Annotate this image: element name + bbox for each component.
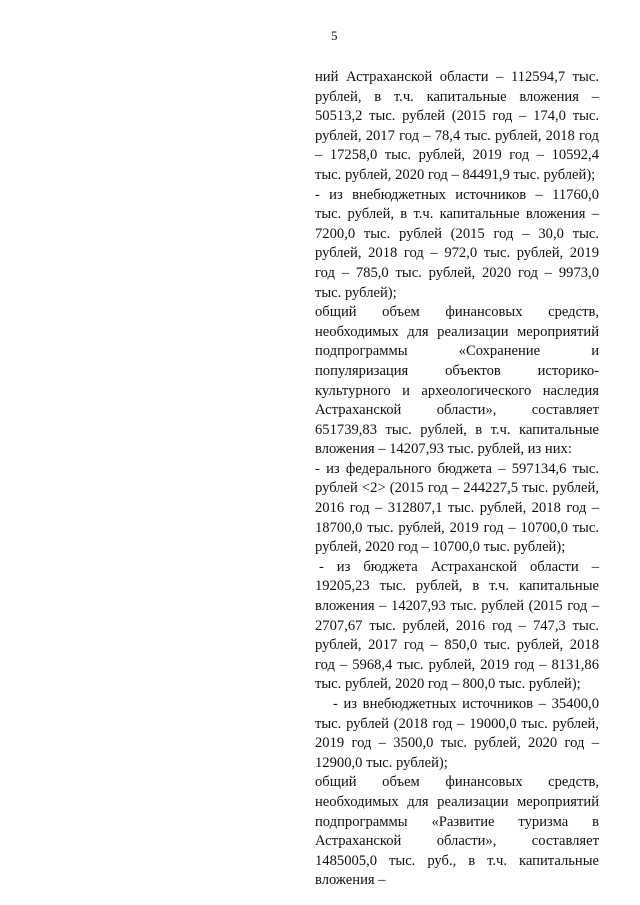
paragraph-extrabudgetary-sources-1: - из внебюджетных источников – 11760,0 тыс. рублей, в т.ч. капитальные вложения – 7200,0 тыс. рублей (2015 год – 30,0 тыс. рублей, 2018 год – 972,0 тыс. рублей, 2019 год – 785,0 тыс. рублей, 2020 год – 9973,0 тыс. рублей); bbox=[315, 186, 599, 301]
paragraph-heritage-subprogram-total: общий объем финансовых средств, необходимых для реализации мероприятий подпрограммы «Сохранение и популяризация объектов историко-культурного и археологического наследия Астраханской области», составляет 651739,83 тыс. рублей, в т.ч. капитальные вложения – 14207,93 тыс. рублей, из них: bbox=[315, 304, 599, 458]
paragraph-federal-budget: - из федерального бюджета – 597134,6 тыс. рублей <2> (2015 год – 244227,5 тыс. рублей, 2016 год – 312807,1 тыс. рублей, 2018 год – 18700,0 тыс. рублей, 2019 год – 10700,0 тыс. рублей, 2020 год – 10700,0 тыс. рублей); bbox=[315, 460, 599, 556]
paragraph-regional-budget-continuation: ний Астраханской области – 112594,7 тыс. рублей, в т.ч. капитальные вложения – 50513,2 тыс. рублей (2015 год – 174,0 тыс. рублей, 2017 год – 78,4 тыс. рублей, 2018 год – 17258,0 тыс. рублей, 2019 год – 10592,4 тыс. рублей, 2020 год – 84491,9 тыс. рублей); bbox=[315, 69, 599, 183]
body-text-column bbox=[315, 68, 599, 891]
page-number: 5 bbox=[331, 28, 338, 43]
paragraph-astrakhan-budget: - из бюджета Астраханской области – 19205,23 тыс. рублей, в т.ч. капитальные вложения – 14207,93 тыс. рублей (2015 год – 2707,67 тыс. рублей, 2016 год – 747,3 тыс. рублей, 2017 год – 850,0 тыс. рублей, 2018 год – 5968,4 тыс. рублей, 2019 год – 8131,86 тыс. рублей, 2020 год – 800,0 тыс. рублей); bbox=[315, 558, 599, 693]
paragraph-extrabudgetary-sources-2: - из внебюджетных источников – 35400,0 тыс. рублей (2018 год – 19000,0 тыс. рублей, 2019 год – 3500,0 тыс. рублей, 2020 год – 12900,0 тыс. рублей); bbox=[315, 696, 599, 771]
paragraph-tourism-subprogram-total: общий объем финансовых средств, необходимых для реализации мероприятий подпрограммы «Развитие туризма в Астраханской области», составляет 1485005,0 тыс. руб., в т.ч. капитальные вложения – bbox=[315, 774, 599, 889]
